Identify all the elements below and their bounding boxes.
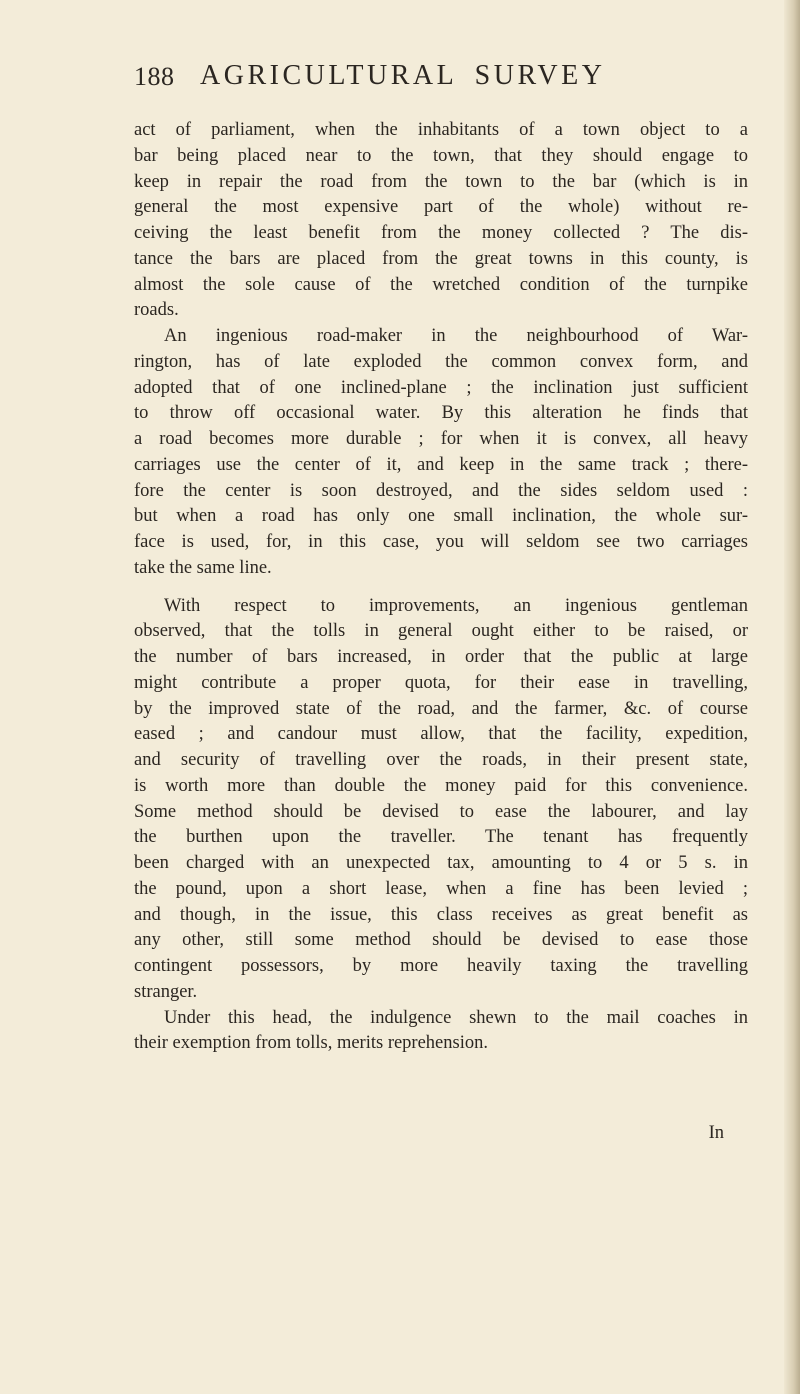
text-line: any other, still some method should be devised to ease those <box>134 930 748 951</box>
paragraph <box>134 118 748 324</box>
page-header <box>134 62 734 102</box>
text-line: the burthen upon the traveller. The tenant has frequently <box>134 827 748 848</box>
page-number: 188 <box>134 62 175 91</box>
text-line: observed, that the tolls in general ought either to be raised, or <box>134 621 748 642</box>
text-line: general the most expensive part of the whole) without re- <box>134 197 748 218</box>
text-line: An ingenious road-maker in the neighbourhood of War- <box>164 326 748 346</box>
text-line: been charged with an unexpected tax, amounting to 4 or 5 s. in <box>134 853 748 873</box>
text-line: roads. <box>134 300 179 321</box>
text-line: face is used, for, in this case, you will seldom see two carriages <box>134 532 748 552</box>
text-line: tance the bars are placed from the great towns in this county, is <box>134 248 748 269</box>
running-title: AGRICULTURAL SURVEY <box>200 60 606 91</box>
text-line: to throw off occasional water. By this alteration he finds that <box>134 403 748 424</box>
text-line: but when a road has only one small inclination, the whole sur- <box>134 506 748 527</box>
text-line: adopted that of one inclined-plane ; the inclination just sufficient <box>134 377 748 398</box>
text-line: the number of bars increased, in order that the public at large <box>134 647 748 667</box>
text-line: by the improved state of the road, and the farmer, &c. of course <box>134 698 748 719</box>
page-edge <box>784 0 800 1394</box>
text-line: Some method should be devised to ease the labourer, and lay <box>134 801 748 822</box>
text-line: might contribute a proper quota, for their ease in travelling, <box>134 672 748 693</box>
text-line: the pound, upon a short lease, when a fine has been levied ; <box>134 878 748 899</box>
text-line: and security of travelling over the roads, in their present state, <box>134 750 748 770</box>
text-line: is worth more than double the money paid for this convenience. <box>134 775 748 796</box>
text-line: ceiving the least benefit from the money collected ? The dis- <box>134 223 748 243</box>
paragraph <box>134 324 748 582</box>
text-line: keep in repair the road from the town to the bar (which is in <box>134 171 748 192</box>
text-line: contingent possessors, by more heavily taxing the travelling <box>134 956 748 976</box>
text-line: a road becomes more durable ; for when it is convex, all heavy <box>134 429 748 449</box>
text-line: carriages use the center of it, and keep in the same track ; there- <box>134 454 748 475</box>
text-line: their exemption from tolls, merits reprehension. <box>134 1033 488 1054</box>
paragraph <box>134 594 748 1006</box>
body-text <box>134 118 748 1143</box>
text-line: rington, has of late exploded the common convex form, and <box>134 351 748 372</box>
text-line: stranger. <box>134 981 198 1002</box>
text-line: fore the center is soon destroyed, and the sides seldom used : <box>134 480 748 501</box>
text-line: eased ; and candour must allow, that the facility, expedition, <box>134 724 748 745</box>
paragraph <box>134 1006 748 1058</box>
catchword: In <box>708 1123 724 1143</box>
text-line: act of parliament, when the inhabitants of a town object to a <box>134 120 748 140</box>
text-line: bar being placed near to the town, that they should engage to <box>134 145 748 166</box>
text-line: Under this head, the indulgence shewn to the mail coaches in <box>164 1007 748 1028</box>
text-line: take the same line. <box>134 557 272 578</box>
text-line: almost the sole cause of the wretched condition of the turnpike <box>134 274 748 295</box>
text-line: With respect to improvements, an ingenious gentleman <box>164 595 748 616</box>
text-line: and though, in the issue, this class receives as great benefit as <box>134 904 748 925</box>
